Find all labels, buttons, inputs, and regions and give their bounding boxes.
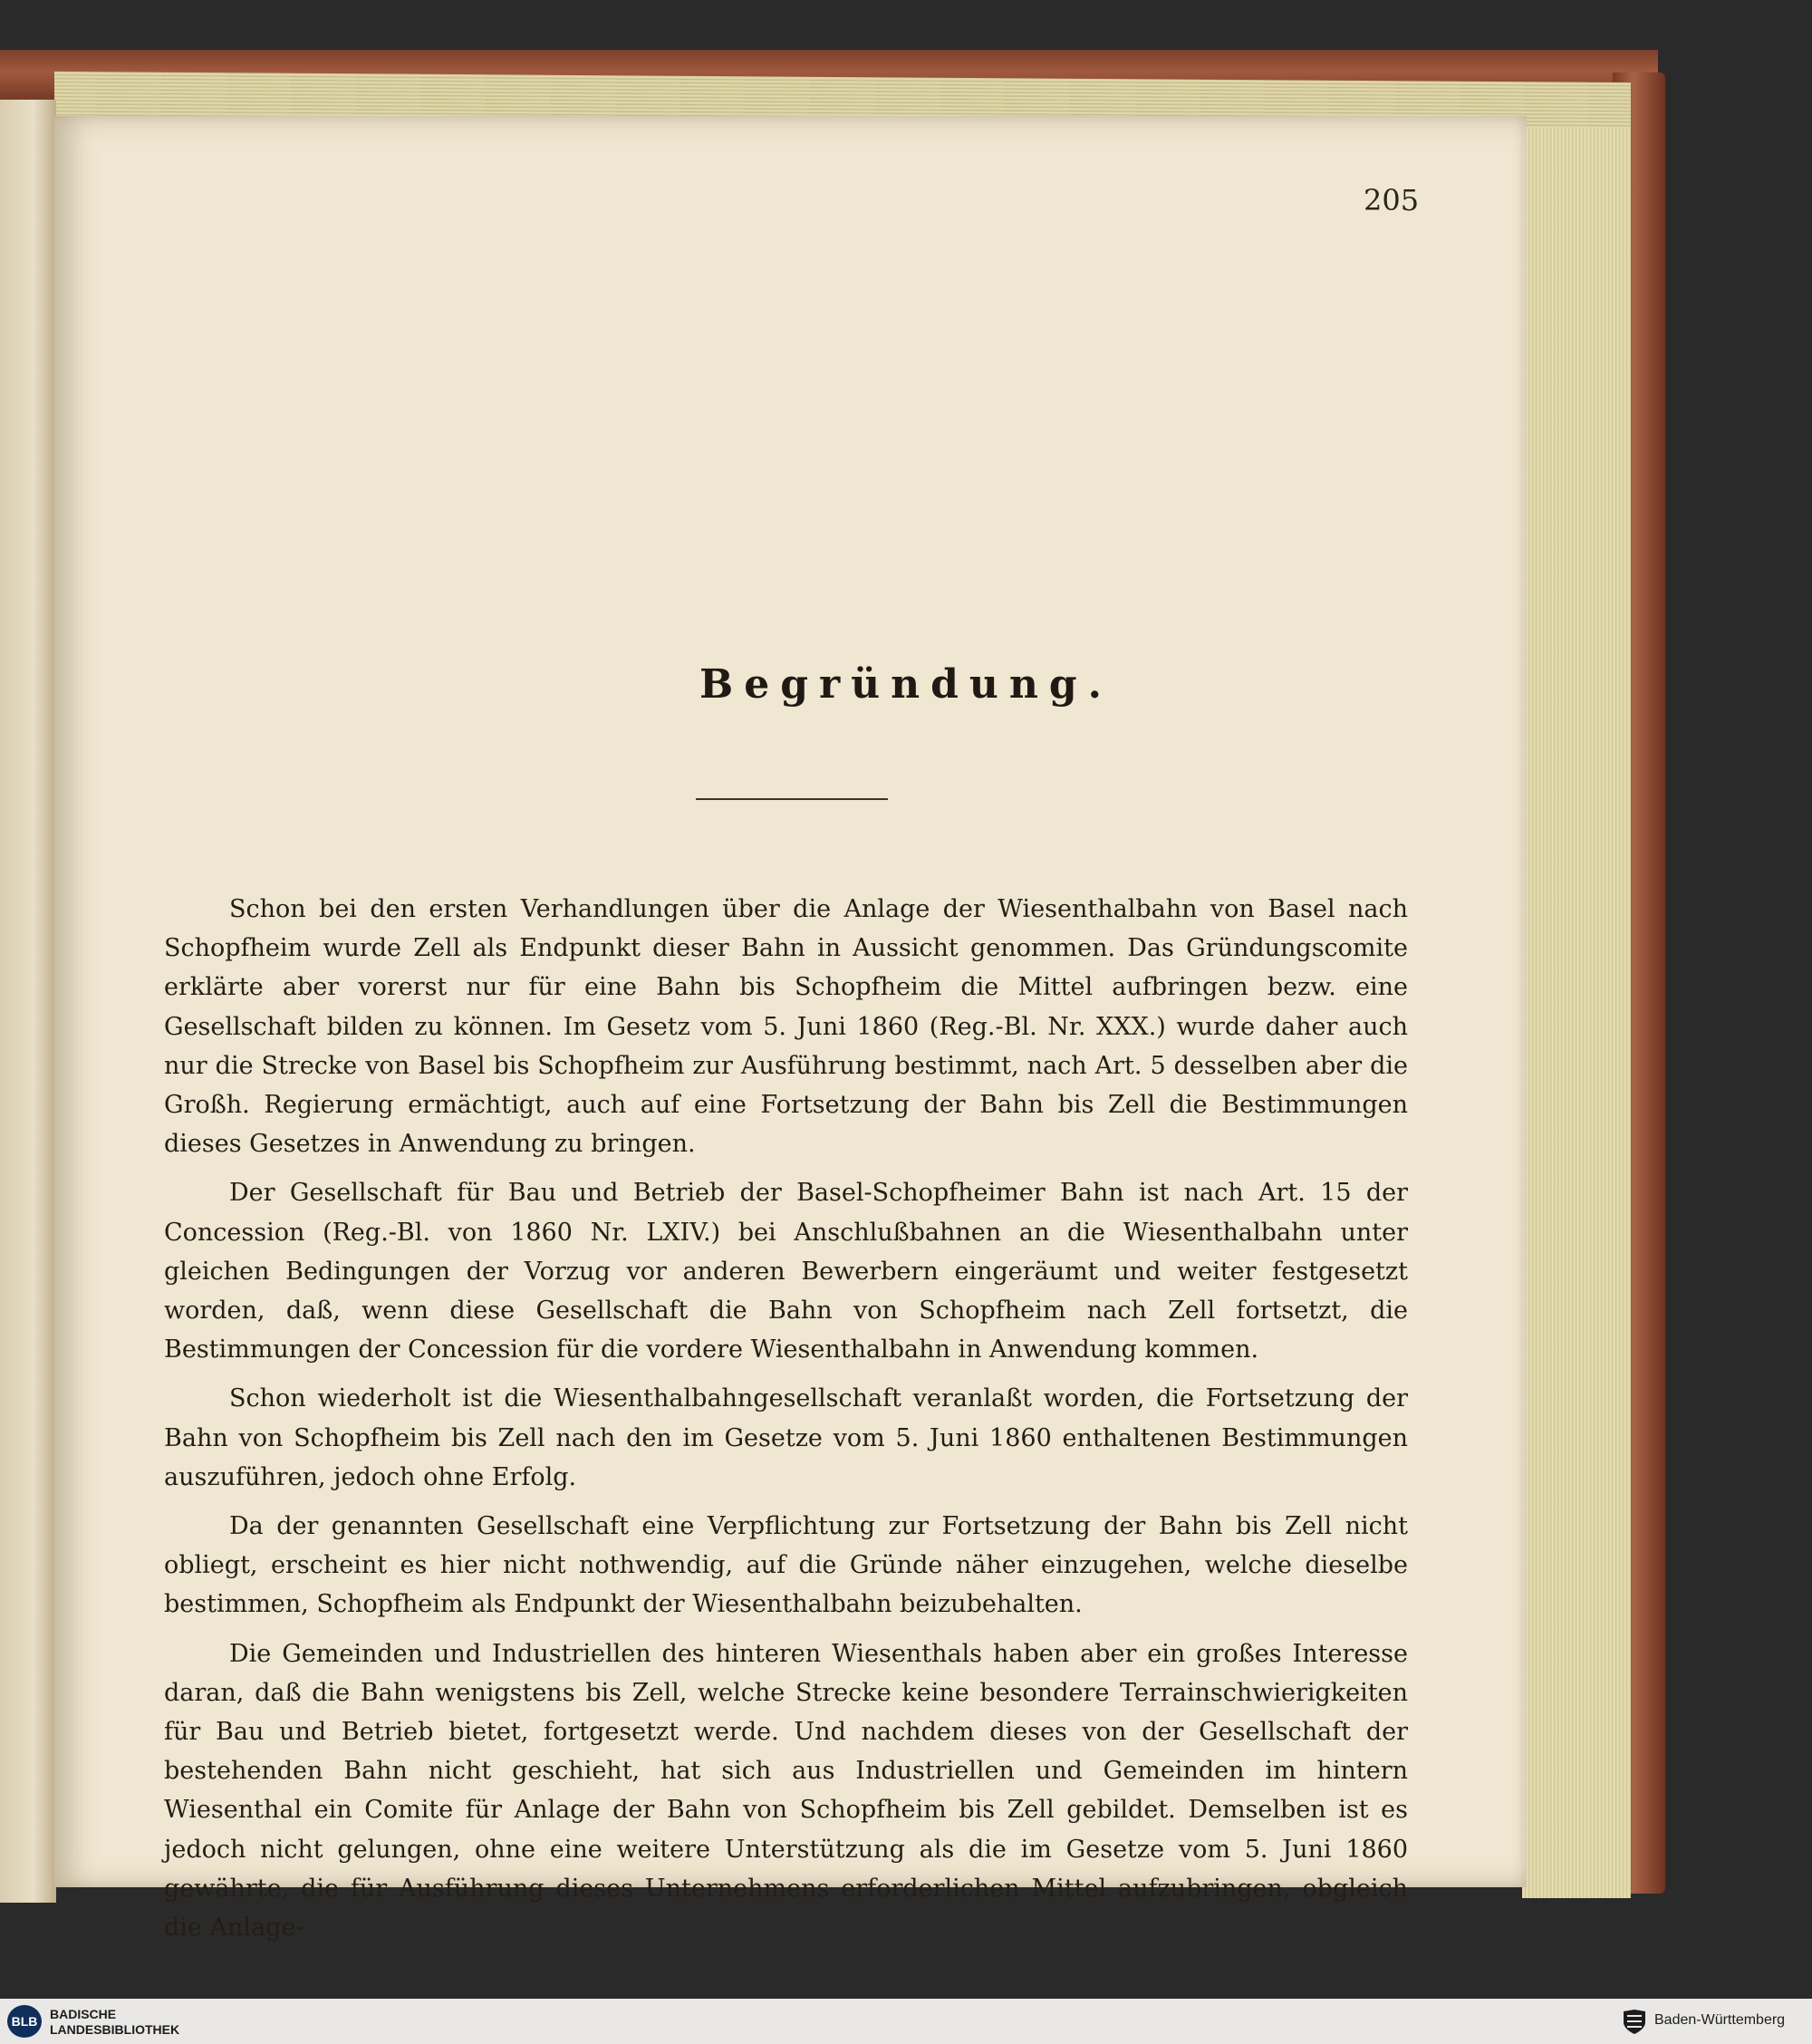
body-text — [164, 890, 1408, 1957]
heading-divider — [696, 798, 888, 800]
facing-page-edge — [0, 100, 56, 1903]
paragraph: Der Gesellschaft für Bau und Betrieb der Basel-Schopfheimer Bahn ist nach Art. 15 der Concession (Reg.-Bl. von 1860 Nr. LXIV.) bei Anschlußbahnen an die Wiesenthalbahn unter gleichen Bedingungen der Vorzug vor anderen Bewerbern eingeräumt und weiter festgesetzt worden, daß, wenn diese Gesellschaft die Bahn von Schopfheim nach Zell fortsetzt, die Bestimmungen der Concession für die vordere Wiesenthalbahn in Anwendung kommen. — [164, 1179, 1408, 1364]
viewer-footer — [0, 1999, 1812, 2044]
paragraph: Da der genannten Gesellschaft eine Verpflichtung zur Fortsetzung der Bahn bis Zell nicht obliegt, erscheint es hier nicht nothwendig, auf die Gründe näher einzugehen, welche dieselbe bestimmen, Schopfheim als Endpunkt der Wiesenthalbahn beizubehalten. — [164, 1512, 1408, 1619]
state-name[interactable]: Baden-Württemberg — [1654, 2012, 1786, 2028]
library-name-line2: LANDESBIBLIOTHEK — [50, 2022, 180, 2037]
section-heading: Begründung. — [699, 661, 1113, 708]
page-number: 205 — [1364, 183, 1420, 217]
paragraph: Die Gemeinden und Industriellen des hinteren Wiesenthals haben aber ein großes Interesse daran, daß die Bahn wenigstens bis Zell, welche Strecke keine besondere Terrainschwierigkeiten für Bau und Betrieb bietet, fortgesetzt werde. Und nachdem dieses von der Gesellschaft der bestehenden Bahn nicht geschieht, hat sich aus Industriellen und Gemeinden im hintern Wiesenthal ein Comite für Anlage der Bahn von Schopfheim bis Zell gebildet. Demselben ist es jedoch nicht gelungen, ohne eine weitere Unterstützung als die im Gesetze vom 5. Juni 1860 gewährte, die für Ausführung dieses Unternehmens erforderlichen Mittel aufzubringen, obgleich die Anlage- — [164, 1639, 1408, 1943]
library-name[interactable] — [50, 2007, 179, 2038]
page-stack-edge — [1522, 104, 1631, 1898]
state-coat-of-arms-icon — [1622, 2008, 1647, 2035]
library-name-line1: BADISCHE — [50, 2007, 117, 2021]
paragraph: Schon wiederholt ist die Wiesenthalbahngesellschaft veranlaßt worden, die Fortsetzung der Bahn von Schopfheim bis Zell nach den im Gesetze vom 5. Juni 1860 enthaltenen Bestimmungen auszuführen, jedoch ohne Erfolg. — [164, 1384, 1408, 1491]
paragraph: Schon bei den ersten Verhandlungen über die Anlage der Wiesenthalbahn von Basel nach Schopfheim wurde Zell als Endpunkt dieser Bahn in Aussicht genommen. Das Gründungscomite erklärte aber vorerst nur für eine Bahn bis Schopfheim die Mittel aufbringen bezw. eine Gesellschaft bilden zu können. Im Gesetz vom 5. Juni 1860 (Reg.-Bl. Nr. XXX.) wurde daher auch nur die Strecke von Basel bis Schopfheim zur Ausführung bestimmt, nach Art. 5 desselben aber die Großh. Regierung ermächtigt, auch auf eine Fortsetzung der Bahn bis Zell die Bestimmungen dieses Gesetzes in Anwendung zu bringen. — [164, 895, 1408, 1159]
blb-logo-icon[interactable]: BLB — [7, 2005, 42, 2038]
